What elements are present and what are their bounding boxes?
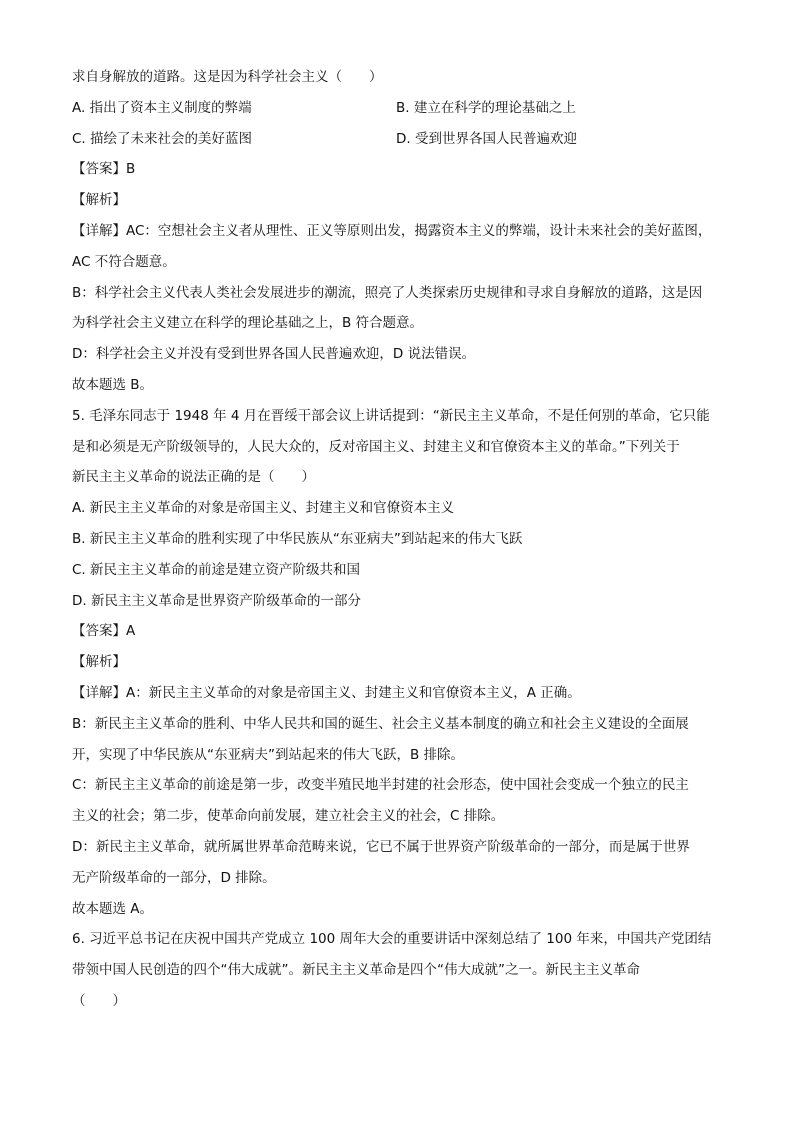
q4-option-d: D. 受到世界各国人民普遍欢迎	[396, 130, 577, 147]
q4-detail-line: D：科学社会主义并没有受到世界各国人民普遍欢迎，D 说法错误。	[72, 346, 476, 363]
q5-detail-line: 无产阶级革命的一部分，D 排除。	[72, 869, 276, 886]
q5-detail-text: A：新民主主义革命的对象是帝国主义、封建主义和官僚资本主义，A 正确。	[126, 684, 581, 701]
q5-detail-line: D：新民主主义革命，就所属世界革命范畴来说，它已不属于世界资产阶级革命的一部分，而是属于世界	[72, 838, 690, 855]
q5-option-d: D. 新民主主义革命是世界资产阶级革命的一部分	[72, 592, 361, 609]
q5-stem-line: 新民主主义革命的说法正确的是（ ）	[72, 469, 315, 486]
q4-answer-tag: 【答案】	[72, 161, 126, 178]
q5-option-b: B. 新民主主义革命的胜利实现了中华民族从“东亚病夫”到站起来的伟大飞跃	[72, 530, 523, 547]
q4-conclusion: 故本题选 B。	[72, 376, 154, 393]
q4-option-a: A. 指出了资本主义制度的弊端	[72, 99, 252, 116]
q5-answer-value: A	[126, 623, 136, 640]
q5-option-c: C. 新民主主义革命的前途是建立资产阶级共和国	[72, 561, 361, 578]
q4-detail-line: B：科学社会主义代表人类社会发展进步的潮流，照亮了人类探索历史规律和寻求自身解放的道路，这是因	[72, 284, 703, 301]
document-page	[72, 62, 732, 1017]
q5-answer	[72, 616, 732, 647]
q5-answer-tag: 【答案】	[72, 623, 126, 640]
q5-detail-tag: 【详解】	[72, 684, 126, 701]
q4-options-row-2	[72, 124, 732, 155]
q6-stem-line: 带领中国人民创造的四个“伟大成就”。新民主主义革命是四个“伟大成就”之一。新民主主义革命	[72, 962, 640, 979]
q5-conclusion: 故本题选 A。	[72, 900, 154, 917]
q4-detail-tag: 【详解】	[72, 222, 126, 239]
q4-option-c: C. 描绘了未来社会的美好蓝图	[72, 130, 253, 147]
q5-detail-line	[72, 678, 732, 709]
q4-analysis-tag: 【解析】	[72, 192, 126, 209]
q5-analysis-tag: 【解析】	[72, 654, 126, 671]
q4-detail-line: 为科学社会主义建立在科学的理论基础之上，B 符合题意。	[72, 315, 424, 332]
q5-stem-line: 5. 毛泽东同志于 1948 年 4 月在晋绥干部会议上讲话提到：“新民主主义革命，不是任何别的革命，它只能	[72, 407, 710, 424]
q4-answer	[72, 154, 732, 185]
q4-stem-tail: 求自身解放的道路。这是因为科学社会主义（ ）	[72, 69, 383, 85]
q4-detail-line	[72, 216, 732, 247]
q4-option-b: B. 建立在科学的理论基础之上	[396, 99, 576, 116]
q5-detail-line: B：新民主主义革命的胜利、中华人民共和国的诞生、社会主义基本制度的确立和社会主义建设的全面展	[72, 715, 689, 732]
q4-detail-text: AC：空想社会主义者从理性、正义等原则出发，揭露资本主义的弊端，设计未来社会的美好蓝图，	[126, 222, 712, 239]
q4-answer-value: B	[126, 161, 136, 178]
q5-detail-line: C：新民主主义革命的前途是第一步，改变半殖民地半封建的社会形态，使中国社会变成一个独立的民主	[72, 777, 689, 794]
q5-detail-line: 主义的社会；第二步，使革命向前发展，建立社会主义的社会，C 排除。	[72, 808, 505, 825]
q6-stem-line: 6. 习近平总书记在庆祝中国共产党成立 100 周年大会的重要讲话中深刻总结了 100 年来，中国共产党团结	[72, 931, 712, 948]
q4-options-row-1	[72, 93, 732, 124]
q5-detail-line: 开，实现了中华民族从“东亚病夫”到站起来的伟大飞跃，B 排除。	[72, 746, 465, 763]
q4-detail-line: AC 不符合题意。	[72, 253, 176, 270]
q6-stem-line: （ ）	[72, 992, 126, 1009]
q5-stem-line: 是和必须是无产阶级领导的，人民大众的，反对帝国主义、封建主义和官僚资本主义的革命。”下列关于	[72, 438, 680, 455]
q5-option-a: A. 新民主主义革命的对象是帝国主义、封建主义和官僚资本主义	[72, 500, 455, 517]
